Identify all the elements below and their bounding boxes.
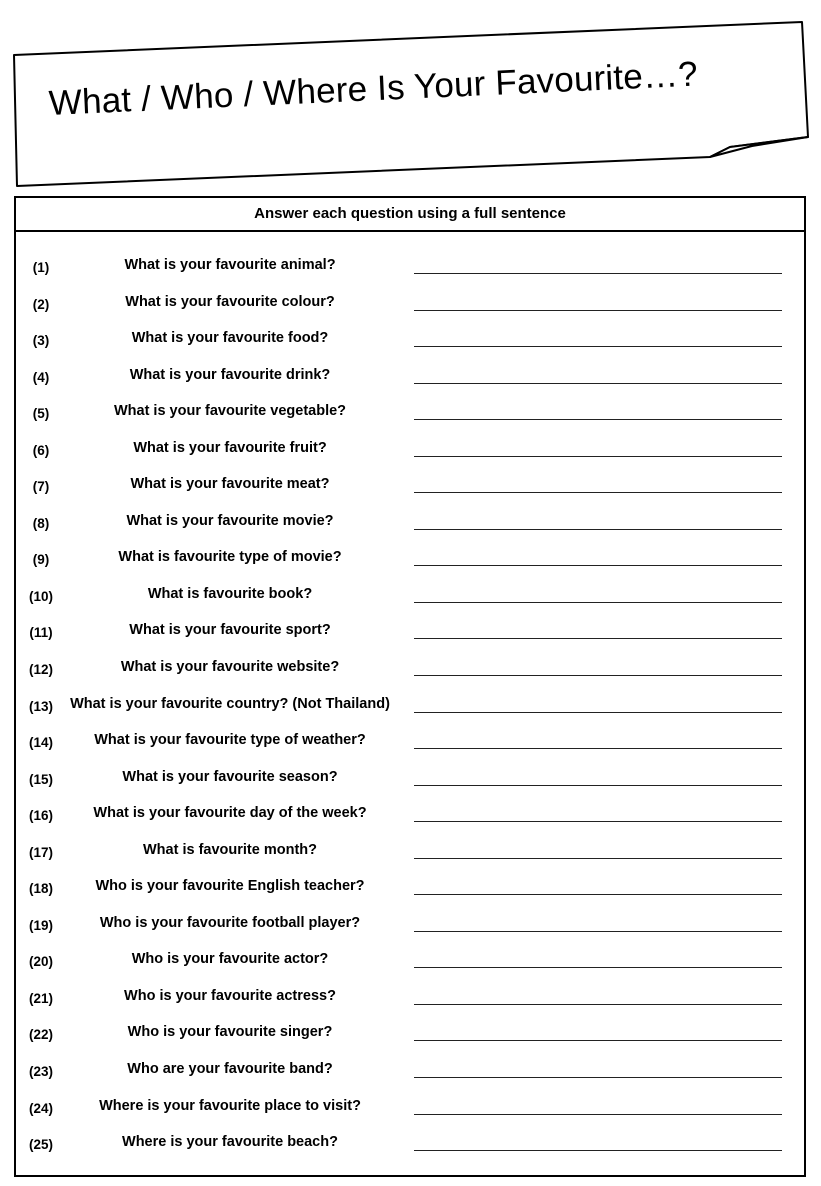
answer-line[interactable] — [414, 1077, 782, 1078]
question-text: What is your favourite food? — [131, 330, 329, 347]
question-row — [16, 394, 804, 431]
title-banner — [0, 0, 821, 195]
answer-line[interactable] — [414, 931, 782, 932]
question-number: (20) — [28, 954, 53, 970]
question-text: What is your favourite colour? — [125, 293, 335, 310]
question-number: (12) — [28, 662, 53, 678]
question-row — [16, 577, 804, 614]
question-list — [16, 248, 804, 1162]
question-number: (10) — [28, 588, 53, 604]
worksheet — [14, 196, 806, 1177]
question-row — [16, 723, 804, 760]
question-row — [16, 431, 804, 468]
answer-line[interactable] — [414, 675, 782, 676]
question-number: (18) — [28, 881, 53, 897]
answer-line[interactable] — [414, 492, 782, 493]
question-text: What is your favourite sport? — [129, 622, 331, 639]
question-row — [16, 942, 804, 979]
answer-line[interactable] — [414, 383, 782, 384]
question-row — [16, 833, 804, 870]
answer-line[interactable] — [414, 1114, 782, 1115]
answer-line[interactable] — [414, 748, 782, 749]
question-row — [16, 796, 804, 833]
question-text: What is your favourite country? (Not Thailand) — [70, 695, 390, 712]
answer-line[interactable] — [414, 273, 782, 274]
answer-line[interactable] — [414, 638, 782, 639]
question-row — [16, 285, 804, 322]
question-number: (16) — [28, 808, 53, 824]
answer-line[interactable] — [414, 821, 782, 822]
question-text: What is your favourite website? — [120, 659, 340, 676]
question-text: Who is your favourite actress? — [124, 987, 336, 1004]
question-text: What is your favourite drink? — [129, 366, 331, 383]
question-number: (8) — [32, 515, 50, 531]
question-number: (22) — [28, 1027, 53, 1043]
question-text: What is favourite month? — [143, 841, 317, 858]
question-text: What is your favourite meat? — [130, 476, 330, 493]
question-row — [16, 650, 804, 687]
question-row — [16, 613, 804, 650]
question-row — [16, 760, 804, 797]
question-row — [16, 1015, 804, 1052]
question-row — [16, 1089, 804, 1126]
answer-line[interactable] — [414, 785, 782, 786]
question-text: What is favourite type of movie? — [118, 549, 342, 566]
question-number: (11) — [29, 625, 53, 641]
question-number: (1) — [32, 260, 50, 275]
question-text: Who are your favourite band? — [127, 1061, 333, 1078]
question-row — [16, 1125, 804, 1162]
question-number: (2) — [32, 296, 50, 312]
question-number: (17) — [28, 844, 53, 860]
question-number: (3) — [32, 333, 50, 349]
question-row — [16, 540, 804, 577]
answer-line[interactable] — [414, 602, 782, 603]
answer-line[interactable] — [414, 565, 782, 566]
answer-line[interactable] — [414, 1040, 782, 1041]
question-number: (7) — [32, 479, 50, 495]
question-text: What is your favourite season? — [122, 768, 338, 785]
question-row — [16, 321, 804, 358]
question-number: (15) — [28, 771, 53, 787]
answer-line[interactable] — [414, 858, 782, 859]
question-row — [16, 979, 804, 1016]
question-text: What is your favourite day of the week? — [93, 805, 367, 822]
question-text: What is favourite book? — [147, 585, 313, 602]
question-number: (21) — [28, 990, 53, 1006]
question-text: Who is your favourite football player? — [99, 914, 361, 931]
question-row — [16, 358, 804, 395]
question-text: What is your favourite animal? — [124, 257, 336, 273]
question-number: (13) — [28, 698, 53, 714]
answer-line[interactable] — [414, 529, 782, 530]
answer-line[interactable] — [414, 1004, 782, 1005]
question-row — [16, 906, 804, 943]
answer-line[interactable] — [414, 419, 782, 420]
answer-line[interactable] — [414, 346, 782, 347]
question-text: What is your favourite vegetable? — [113, 403, 347, 420]
question-text: What is your favourite type of weather? — [94, 732, 366, 749]
question-text: Where is your favourite place to visit? — [99, 1097, 361, 1114]
question-number: (23) — [28, 1064, 53, 1080]
answer-line[interactable] — [414, 456, 782, 457]
question-row — [16, 1052, 804, 1089]
question-text: Where is your favourite beach? — [122, 1134, 338, 1151]
question-text: Who is your favourite actor? — [131, 951, 329, 968]
question-row — [16, 869, 804, 906]
question-text: What is your favourite fruit? — [133, 439, 327, 456]
page-title: What / Who / Where Is Your Favourite…? — [48, 54, 699, 123]
question-row — [16, 687, 804, 724]
question-number: (25) — [28, 1137, 53, 1153]
instruction: Answer each question using a full sentence — [16, 198, 804, 232]
answer-line[interactable] — [414, 712, 782, 713]
question-number: (5) — [32, 406, 50, 422]
question-row — [16, 504, 804, 541]
question-text: Who is your favourite singer? — [127, 1024, 333, 1041]
question-row — [16, 248, 804, 285]
answer-line[interactable] — [414, 967, 782, 968]
question-number: (4) — [32, 369, 50, 385]
question-number: (9) — [32, 552, 50, 568]
question-row — [16, 467, 804, 504]
answer-line[interactable] — [414, 894, 782, 895]
question-number: (14) — [28, 735, 53, 751]
question-number: (6) — [32, 442, 50, 458]
question-number: (24) — [28, 1100, 53, 1116]
answer-line[interactable] — [414, 1150, 782, 1151]
question-text: Who is your favourite English teacher? — [95, 878, 365, 895]
question-text: What is your favourite movie? — [126, 512, 334, 529]
answer-line[interactable] — [414, 310, 782, 311]
question-number: (19) — [28, 917, 53, 933]
